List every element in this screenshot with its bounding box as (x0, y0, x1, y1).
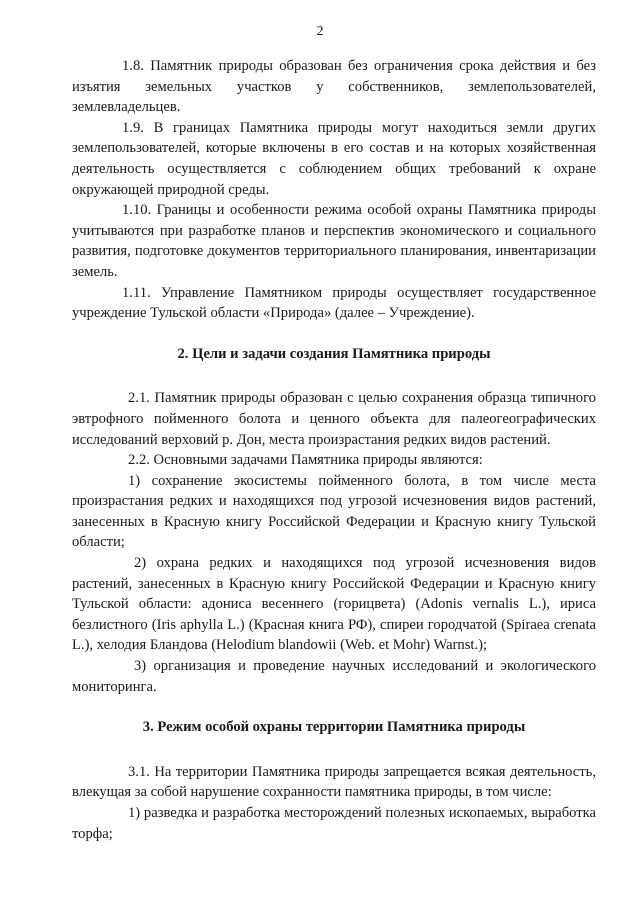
paragraph: 1.8. Памятник природы образован без ограничения срока действия и без изъятия земельных участков у собственников, землепользователей, землевладельцев. (72, 58, 596, 116)
spacer (72, 364, 596, 388)
paragraph: 3) организация и проведение научных исследований и экологического мониторинга. (72, 658, 596, 695)
page-number: 2 (316, 24, 324, 39)
paragraph: 3.1. На территории Памятника природы запрещается всякая деятельность, влекущая за собой нарушение сохранности памятника природы, в том числе: (72, 763, 596, 801)
section-heading: 3. Режим особой охраны территории Памятника природы (142, 719, 526, 736)
paragraph: 1) сохранение экосистемы пойменного болота, в том числе места произрастания редких и находящихся под угрозой исчезновения видов растений, занесенных в Красную книгу Российской Федерации и Красную книгу Тульской области; (72, 472, 596, 551)
paragraph: 1.10. Границы и особенности режима особой охраны Памятника природы учитываются при разработке планов и перспектив экономического и социального развития, подготовке документов территориального планирования, инвентаризации земель. (72, 202, 596, 280)
paragraph: 1.9. В границах Памятника природы могут находиться земли других землепользователей, которые включены в его состав и на которых хозяйственная деятельность осуществляется с соблюдением общих требований к охране окружающей природной среды. (72, 119, 596, 198)
spacer (72, 697, 596, 717)
spacer (72, 324, 596, 344)
document-body (72, 56, 596, 844)
section-heading: 2. Цели и задачи создания Памятника природы (177, 345, 491, 362)
paragraph: 1.11. Управление Памятником природы осуществляет государственное учреждение Тульской области «Природа» (далее – Учреждение). (72, 284, 596, 322)
spacer (72, 738, 596, 762)
paragraph: 2.2. Основными задачами Памятника природы являются: (128, 452, 483, 469)
paragraph: 1) разведка и разработка месторождений полезных ископаемых, выработка торфа; (72, 805, 596, 842)
paragraph: 2) охрана редких и находящихся под угрозой исчезновения видов растений, занесенных в Красную книгу Российской Федерации и Красную книгу Тульской области: адониса весеннего (горицвета) (Adonis vernalis L.), ириса безлистного (Iris aphylla L.) (Красная книга РФ), спиреи городчатой (Spiraea crenata L.), хелодия Бландова (Helodium blandowii (Web. et Mohr) Warnst.); (72, 555, 596, 654)
paragraph: 2.1. Памятник природы образован с целью сохранения образца типичного эвтрофного пойменного болота и ценного объекта для палеогеографических исследований верховий р. Дон, места произрастания редких видов растений. (72, 390, 596, 448)
